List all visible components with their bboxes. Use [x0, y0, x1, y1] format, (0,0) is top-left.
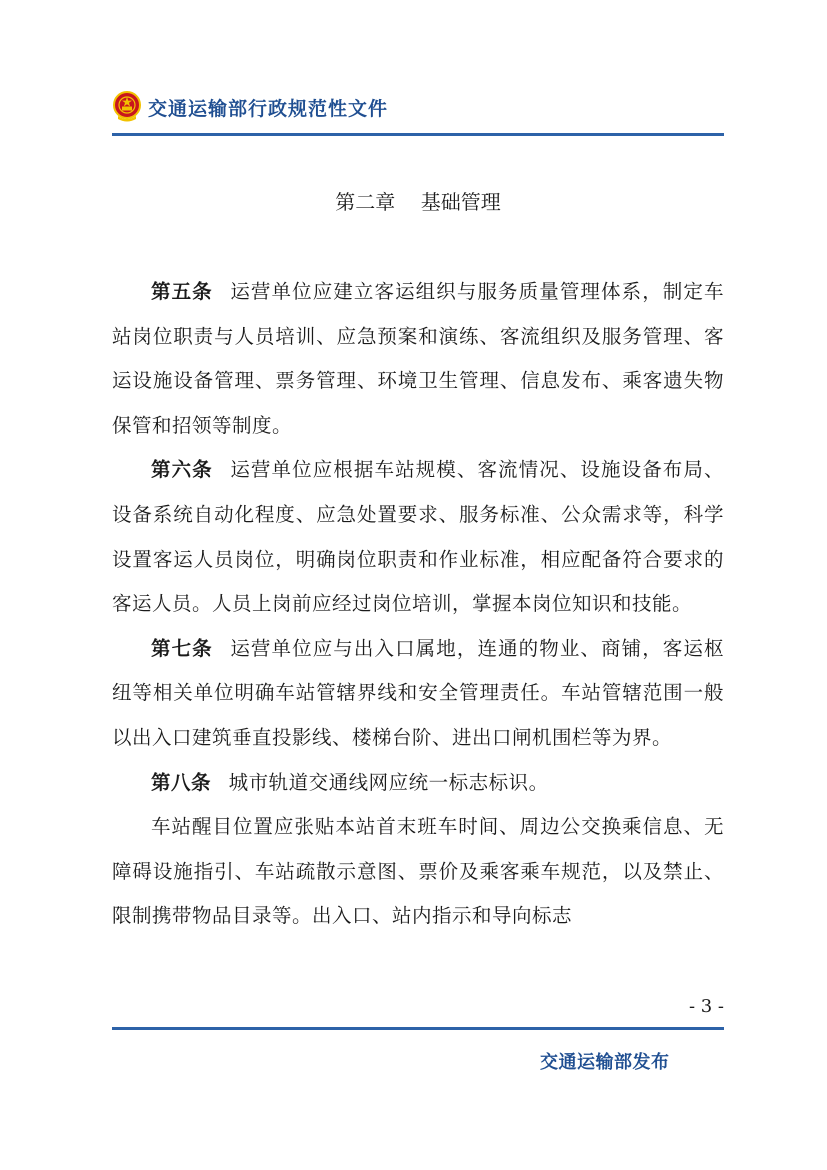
- article-8: [112, 761, 724, 806]
- article-6: [112, 448, 724, 626]
- header-divider: [112, 133, 724, 136]
- document-header: [112, 88, 724, 126]
- page-number: - 3 -: [688, 996, 724, 1017]
- document-body: [112, 270, 724, 939]
- article-label: 第八条: [151, 770, 212, 794]
- article-text: 运营单位应建立客运组织与服务质量管理体系，制定车站岗位职责与人员培训、应急预案和演练、客流组织及服务管理、客运设施设备管理、票务管理、环境卫生管理、信息发布、乘客遗失物保管和招领等制度。: [112, 280, 724, 437]
- article-text: 城市轨道交通线网应统一标志标识。: [228, 770, 549, 794]
- footer-divider: [112, 1027, 724, 1030]
- article-label: 第七条: [151, 636, 213, 660]
- article-text: 运营单位应根据车站规模、客流情况、设施设备布局、设备系统自动化程度、应急处置要求、服务标准、公众需求等，科学设置客运人员岗位，明确岗位职责和作业标准，相应配备符合要求的客运人员。人员上岗前应经过岗位培训，掌握本岗位知识和技能。: [112, 458, 724, 616]
- article-label: 第五条: [151, 280, 213, 303]
- article-text: 运营单位应与出入口属地，连通的物业、商铺，客运枢纽等相关单位明确车站管辖界线和安全管理责任。车站管辖范围一般以出入口建筑垂直投影线、楼梯台阶、进出口闸机围栏等为界。: [112, 636, 724, 749]
- article-label: 第六条: [151, 458, 213, 482]
- article-5: [112, 270, 724, 448]
- footer-publisher: 交通运输部发布: [540, 1052, 670, 1073]
- chapter-title: 第二章 基础管理: [335, 190, 501, 214]
- national-emblem-icon: [112, 91, 142, 123]
- article-7: [112, 627, 724, 761]
- header-title: 交通运输部行政规范性文件: [148, 97, 389, 120]
- continuation-paragraph: 车站醒目位置应张贴本站首末班车时间、周边公交换乘信息、无障碍设施指引、车站疏散示意图、票价及乘客乘车规范，以及禁止、限制携带物品目录等。出入口、站内指示和导向标志: [112, 815, 724, 928]
